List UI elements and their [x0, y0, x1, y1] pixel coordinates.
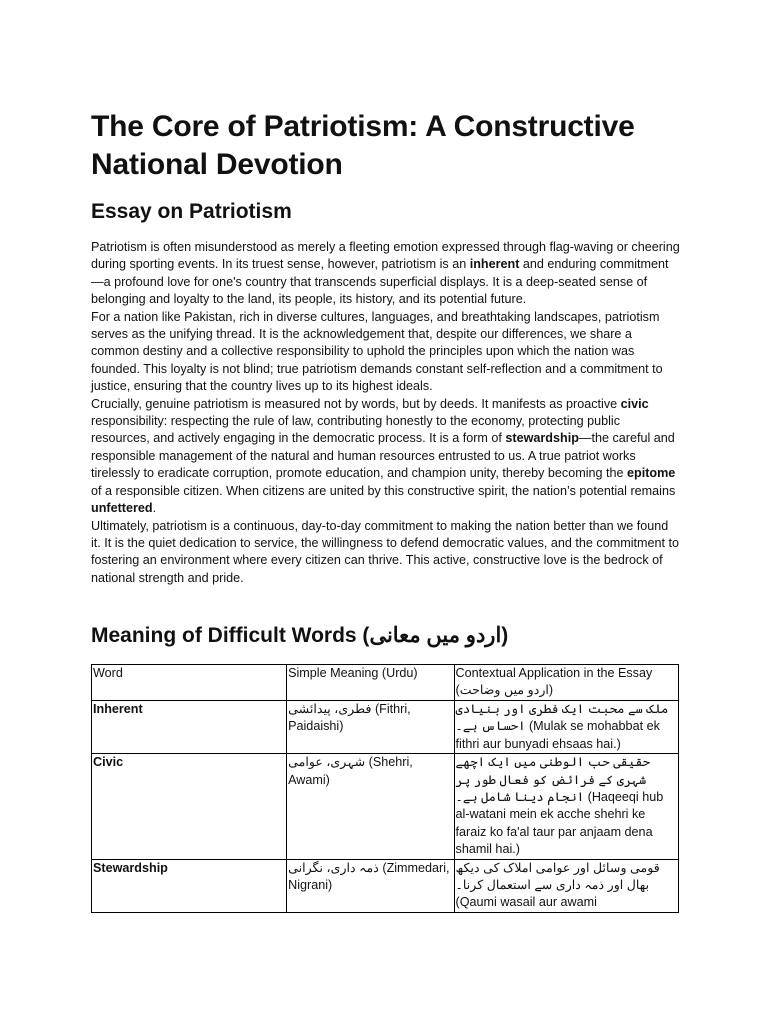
- table-row: [92, 859, 679, 912]
- paragraph-text: of a responsible citizen. When citizens are united by this constructive spirit, the nation’s potential remains: [91, 483, 676, 498]
- essay-body: [91, 239, 681, 587]
- paragraph-2: For a nation like Pakistan, rich in diverse cultures, languages, and breathtaking landscapes, patriotism serves as the unifying thread. It is the acknowledgement that, despite our differences, we share a common destiny and a collective responsibility to uphold the principles upon which the nation was founded. This loyalty is not blind; true patriotism demands constant self-reflection and a commitment to justice, ensuring that the country lives up to its highest ideals.: [91, 309, 663, 394]
- header-simple-meaning: Simple Meaning (Urdu): [287, 665, 454, 701]
- meaning-cell: فطری، پیدائشی (Fithri, Paidaishi): [287, 701, 454, 754]
- difficult-words-heading: Meaning of Difficult Words (اردو میں معانی): [91, 624, 509, 647]
- difficult-words-table: [91, 664, 679, 913]
- bold-term-epitome: epitome: [627, 466, 676, 481]
- word-cell: [92, 754, 287, 859]
- word-label: Inherent: [93, 702, 143, 716]
- paragraph-text: Patriotism is often misunderstood as merely a fleeting emotion expressed through flag-waving or cheering during sporting events. In its truest sense, however, patriotism is an: [91, 240, 680, 272]
- paragraph-text: —the careful and responsible management of the natural and human resources entrusted to us. A true patriot works tirelessly to eradicate corruption, promote education, and champion unity, thereby becoming the: [91, 431, 675, 481]
- header-word: Word: [92, 665, 287, 701]
- paragraph-4: Ultimately, patriotism is a continuous, day-to-day commitment to making the nation better than we found it. It is the quiet dedication to service, the willingness to defend democratic values, and the commitment to fostering an environment where every citizen can thrive. This active, constructive love is the bedrock of national strength and pride.: [91, 518, 680, 585]
- paragraph-text: .: [152, 501, 157, 516]
- table-row: [92, 701, 679, 754]
- table-header-row: [92, 665, 679, 701]
- header-contextual-application: Contextual Application in the Essay (اردو میں وضاحت): [454, 665, 678, 701]
- word-cell: [92, 701, 287, 754]
- paragraph-text: and enduring commitment—a profound love for one's country that transcends superficial displays. It is a deep-seated sense of belonging and loyalty to the land, its people, its history, and its potential future.: [91, 257, 669, 307]
- page-bottom-margin: [0, 931, 768, 1031]
- page-title: The Core of Patriotism: A Constructive National Devotion: [91, 110, 635, 181]
- context-cell: حقیقی حب الوطنی میں ایک اچھے شہری کے فرائض کو فعال طور پر انجام دینا شامل ہے۔ (Haqeeqi hub al-watani mein ek acche shehri ke faraiz ko fa'al taur par anjaam dena shamil hai.): [454, 754, 678, 859]
- paragraph-3: [91, 396, 681, 518]
- meaning-cell: ذمہ داری، نگرانی (Zimmedari, Nigrani): [287, 859, 454, 912]
- paragraph-1: [91, 239, 681, 309]
- word-label: Stewardship: [93, 860, 168, 875]
- word-label: Civic: [93, 755, 124, 770]
- context-cell: قومی وسائل اور عوامی املاک کی دیکھ بھال اور ذمہ داری سے استعمال کرنا۔ (Qaumi wasail aur awami: [454, 859, 678, 912]
- paragraph-text: Crucially, genuine patriotism is measured not by words, but by deeds. It manifests as proactive: [91, 396, 621, 411]
- bold-term-inherent: inherent: [469, 257, 520, 272]
- word-cell: [92, 859, 287, 912]
- bold-term-civic: civic: [620, 396, 649, 411]
- context-cell: ملک سے محبت ایک فطری اور بنیادی احساس ہے۔ (Mulak se mohabbat ek fithri aur bunyadi ehsaas hai.): [454, 701, 678, 754]
- meaning-cell: شہری، عوامی (Shehri, Awami): [287, 754, 454, 859]
- paragraph-text: responsibility: respecting the rule of law, contributing honestly to the economy, protecting public resources, and actively engaging in the democratic process. It is a form of: [91, 414, 620, 446]
- essay-subtitle: Essay on Patriotism: [91, 200, 292, 223]
- bold-term-stewardship: stewardship: [505, 431, 579, 446]
- bold-term-unfettered: unfettered: [91, 501, 153, 516]
- table-row: [92, 754, 679, 859]
